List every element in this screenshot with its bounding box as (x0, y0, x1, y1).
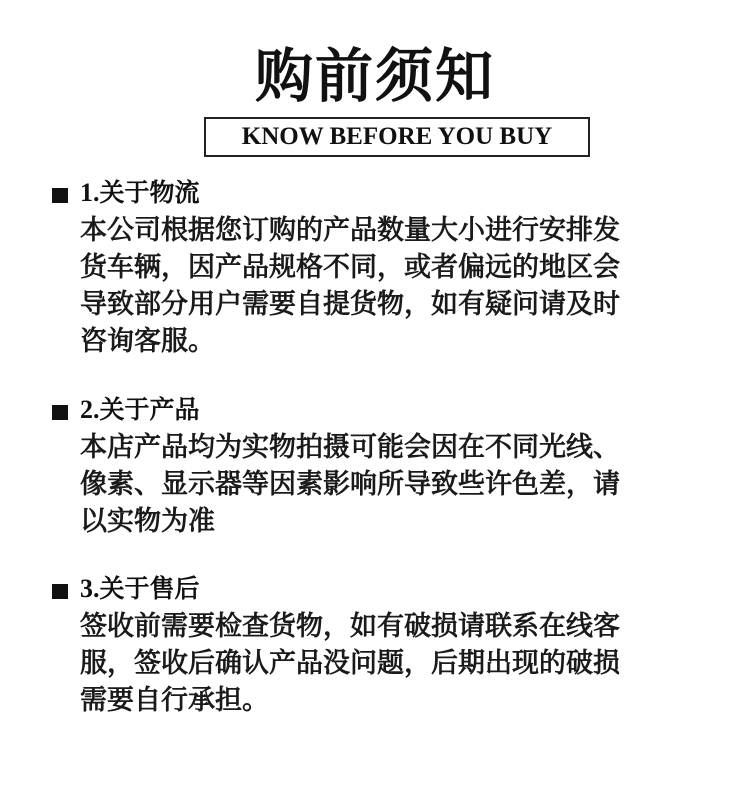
body-line: 本公司根据您订购的产品数量大小进行安排发 (80, 215, 620, 246)
body-line: 货车辆，因产品规格不同，或者偏远的地区会 (80, 252, 620, 283)
page-title: 购前须知 (254, 42, 495, 110)
body-line: 需要自行承担。 (80, 685, 269, 716)
section-body (80, 608, 690, 719)
section-body (80, 429, 690, 540)
body-line: 咨询客服。 (80, 326, 215, 357)
section-heading-text: 关于产品 (99, 395, 200, 424)
section-heading-text: 关于售后 (99, 574, 200, 603)
body-line: 像素、显示器等因素影响所导致些许色差，请 (80, 469, 620, 500)
body-line: 签收前需要检查货物，如有破损请联系在线客 (80, 611, 620, 642)
square-bullet-icon (52, 584, 68, 599)
body-line: 导致部分用户需要自提货物，如有疑问请及时 (80, 289, 620, 320)
section-number: 2. (80, 395, 100, 424)
body-line: 以实物为准 (80, 506, 215, 537)
section-number: 1. (80, 178, 100, 207)
body-line: 本店产品均为实物拍摄可能会因在不同光线、 (80, 432, 620, 463)
section-heading-text: 关于物流 (99, 178, 200, 207)
section-heading (52, 393, 200, 427)
section-body (80, 212, 690, 360)
section-heading (52, 176, 200, 210)
square-bullet-icon (52, 188, 68, 203)
section-number: 3. (80, 574, 100, 603)
section-heading (52, 572, 200, 606)
page-subtitle: KNOW BEFORE YOU BUY (204, 117, 590, 157)
body-line: 服，签收后确认产品没问题，后期出现的破损 (80, 648, 620, 679)
square-bullet-icon (52, 405, 68, 420)
